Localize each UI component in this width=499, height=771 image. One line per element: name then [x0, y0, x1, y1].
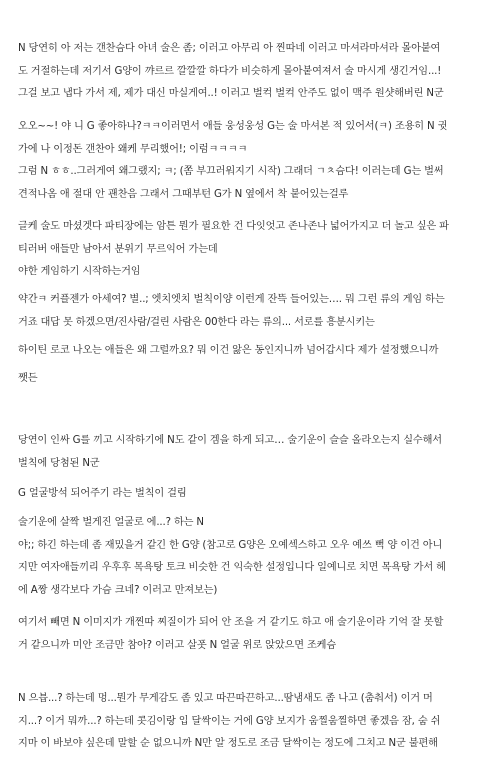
text-line: N 당연히 아 저는 갠찬슴다 아녀 술은 좀; 이러고 아무리 아 찐따네 이러고 마셔라마셔라 몰아붙여 [18, 43, 441, 54]
text-line: 여기서 빼면 N 이미지가 개찐따 찌질이가 되어 안 조을 거 같기도 하고 애 술기운이라 기억 잘 못할 [18, 617, 444, 628]
paragraph-drinking-refusal [18, 38, 488, 106]
text-line: N 으븝...? 하는데 멍...뭔가 무게감도 좀 있고 따끈따끈하고...땀냄새도 좀 나고 (춤춰서) 이거 머 [18, 693, 433, 704]
text-line: 야;; 하긴 하는데 좀 재밌을거 같긴 한 G양 (참고로 G양은 오예섹스하고 오우 예쓰 뻑 양 이건 아니 [18, 539, 443, 551]
text-line: 그걸 보고 냅다 가서 제, 제가 대신 마실게여..! 이러고 벌컥 벌컥 안주도 없이 맥주 원샷해버린 N군 [18, 88, 444, 99]
text-line: 거죠 대답 못 하겠으면/진사람/걸린 사람은 00한다 라는 류의... 서로를 흥분시키는 [18, 316, 375, 328]
text-line: 견적나옴 애 절대 안 괜찬음 그래서 그때부턴 G가 N 옆에서 착 붙어있는걸루 [18, 188, 349, 200]
text-line: G 얼굴방석 되어주기 라는 벌칙이 걸림 [18, 488, 187, 499]
paragraph-couple-jenga [18, 289, 488, 334]
paragraph-party [18, 216, 488, 284]
text-line: 도 거절하는데 저기서 G양이 꺄르르 깔깔깔 하다가 비슷하게 몰아붙여져서 술 마시게 생긴거임...! [18, 65, 442, 77]
text-line: 에 A짱 생각보다 가슴 크네? 이러고 만져보는) [18, 584, 218, 596]
text-line: 그럼 N ㅎㅎ..그러게여 왜그랬지; ㅋ; (쫌 부끄러워지기 시작) 그래더 ㄱㅊ슴다! 이러는데 G는 벌써 [18, 166, 444, 177]
text-line: 야한 게임하기 시작하는거임 [18, 266, 141, 277]
paragraph-teasing [18, 116, 488, 206]
paragraph-penalty-rule [18, 483, 488, 506]
text-line: 글케 술도 마셨겟다 파티장에는 암튼 뭔가 필요한 건 다잇엇고 존나존나 넓어가지고 더 놀고 싶은 파 [18, 221, 449, 232]
text-line: 약간ㅋ 커플젠가 아세여? 별..; 엣치엣치 벌칙이양 이런게 잔뜩 들어있는…. 뭐 그런 류의 게임 하는 [18, 294, 445, 305]
paragraph-reaction [18, 512, 488, 602]
text-line: 지만 여자애들끼리 우후후 목욕탕 토크 비슷한 건 익숙한 설정입니다 일예니로 치면 목욕탕 가서 헤 [18, 562, 446, 573]
text-line: 거 같으니까 미안 조금만 참아? 이러고 살폿 N 얼굴 위로 앉았으면 조케슴 [18, 639, 337, 651]
text-line: 벌칙에 당첨된 N군 [18, 457, 100, 469]
text-line: 지...? 이거 뭐까...? 하는데 콧김이랑 입 달싹이는 거에 G양 보지가 움찔움찔하면 좋겠음 잠, 숨 쉬 [18, 715, 441, 727]
text-line: 당연이 인싸 G를 끼고 시작하기에 N도 같이 겜을 하게 되고… 술기운이 슬슬 올라오는지 실수해서 [18, 435, 442, 446]
text-line: 하이틴 로코 나오는 애들은 왜 그럴까요? 뭐 이건 앓은 동인지니까 넘어갑시다 제가 설정했으니까 [18, 345, 439, 356]
text-line: 지마 이 바보야 싶은데 말할 순 없으니까 N만 알 정도로 조금 달싹이는 정도에 그치고 N군 불편해 [18, 738, 438, 749]
paragraph-decision [18, 612, 488, 657]
text-line: 가에 나 이정돈 갠찬아 왜케 무리했어!; 이럼ㅋㅋㅋㅋ [18, 143, 248, 155]
paragraph-ending [18, 688, 488, 756]
text-line: 오오~~! 야 니 G 좋아하나?ㅋㅋ이러면서 애들 웅성웅성 G는 술 마셔본 적 있어서(ㅋ) 조용히 N 귓 [18, 121, 448, 132]
paragraph-anyway [18, 368, 488, 391]
paragraph-penalty [18, 430, 488, 475]
paragraph-highteen [18, 340, 488, 363]
text-line: 술기운에 살짝 벌게진 얼굴로 에...? 하는 N [18, 517, 204, 528]
text-line: 티러버 애들만 남아서 분위기 무르익어 가는데 [18, 243, 218, 255]
text-line: 쨋든 [18, 373, 38, 384]
